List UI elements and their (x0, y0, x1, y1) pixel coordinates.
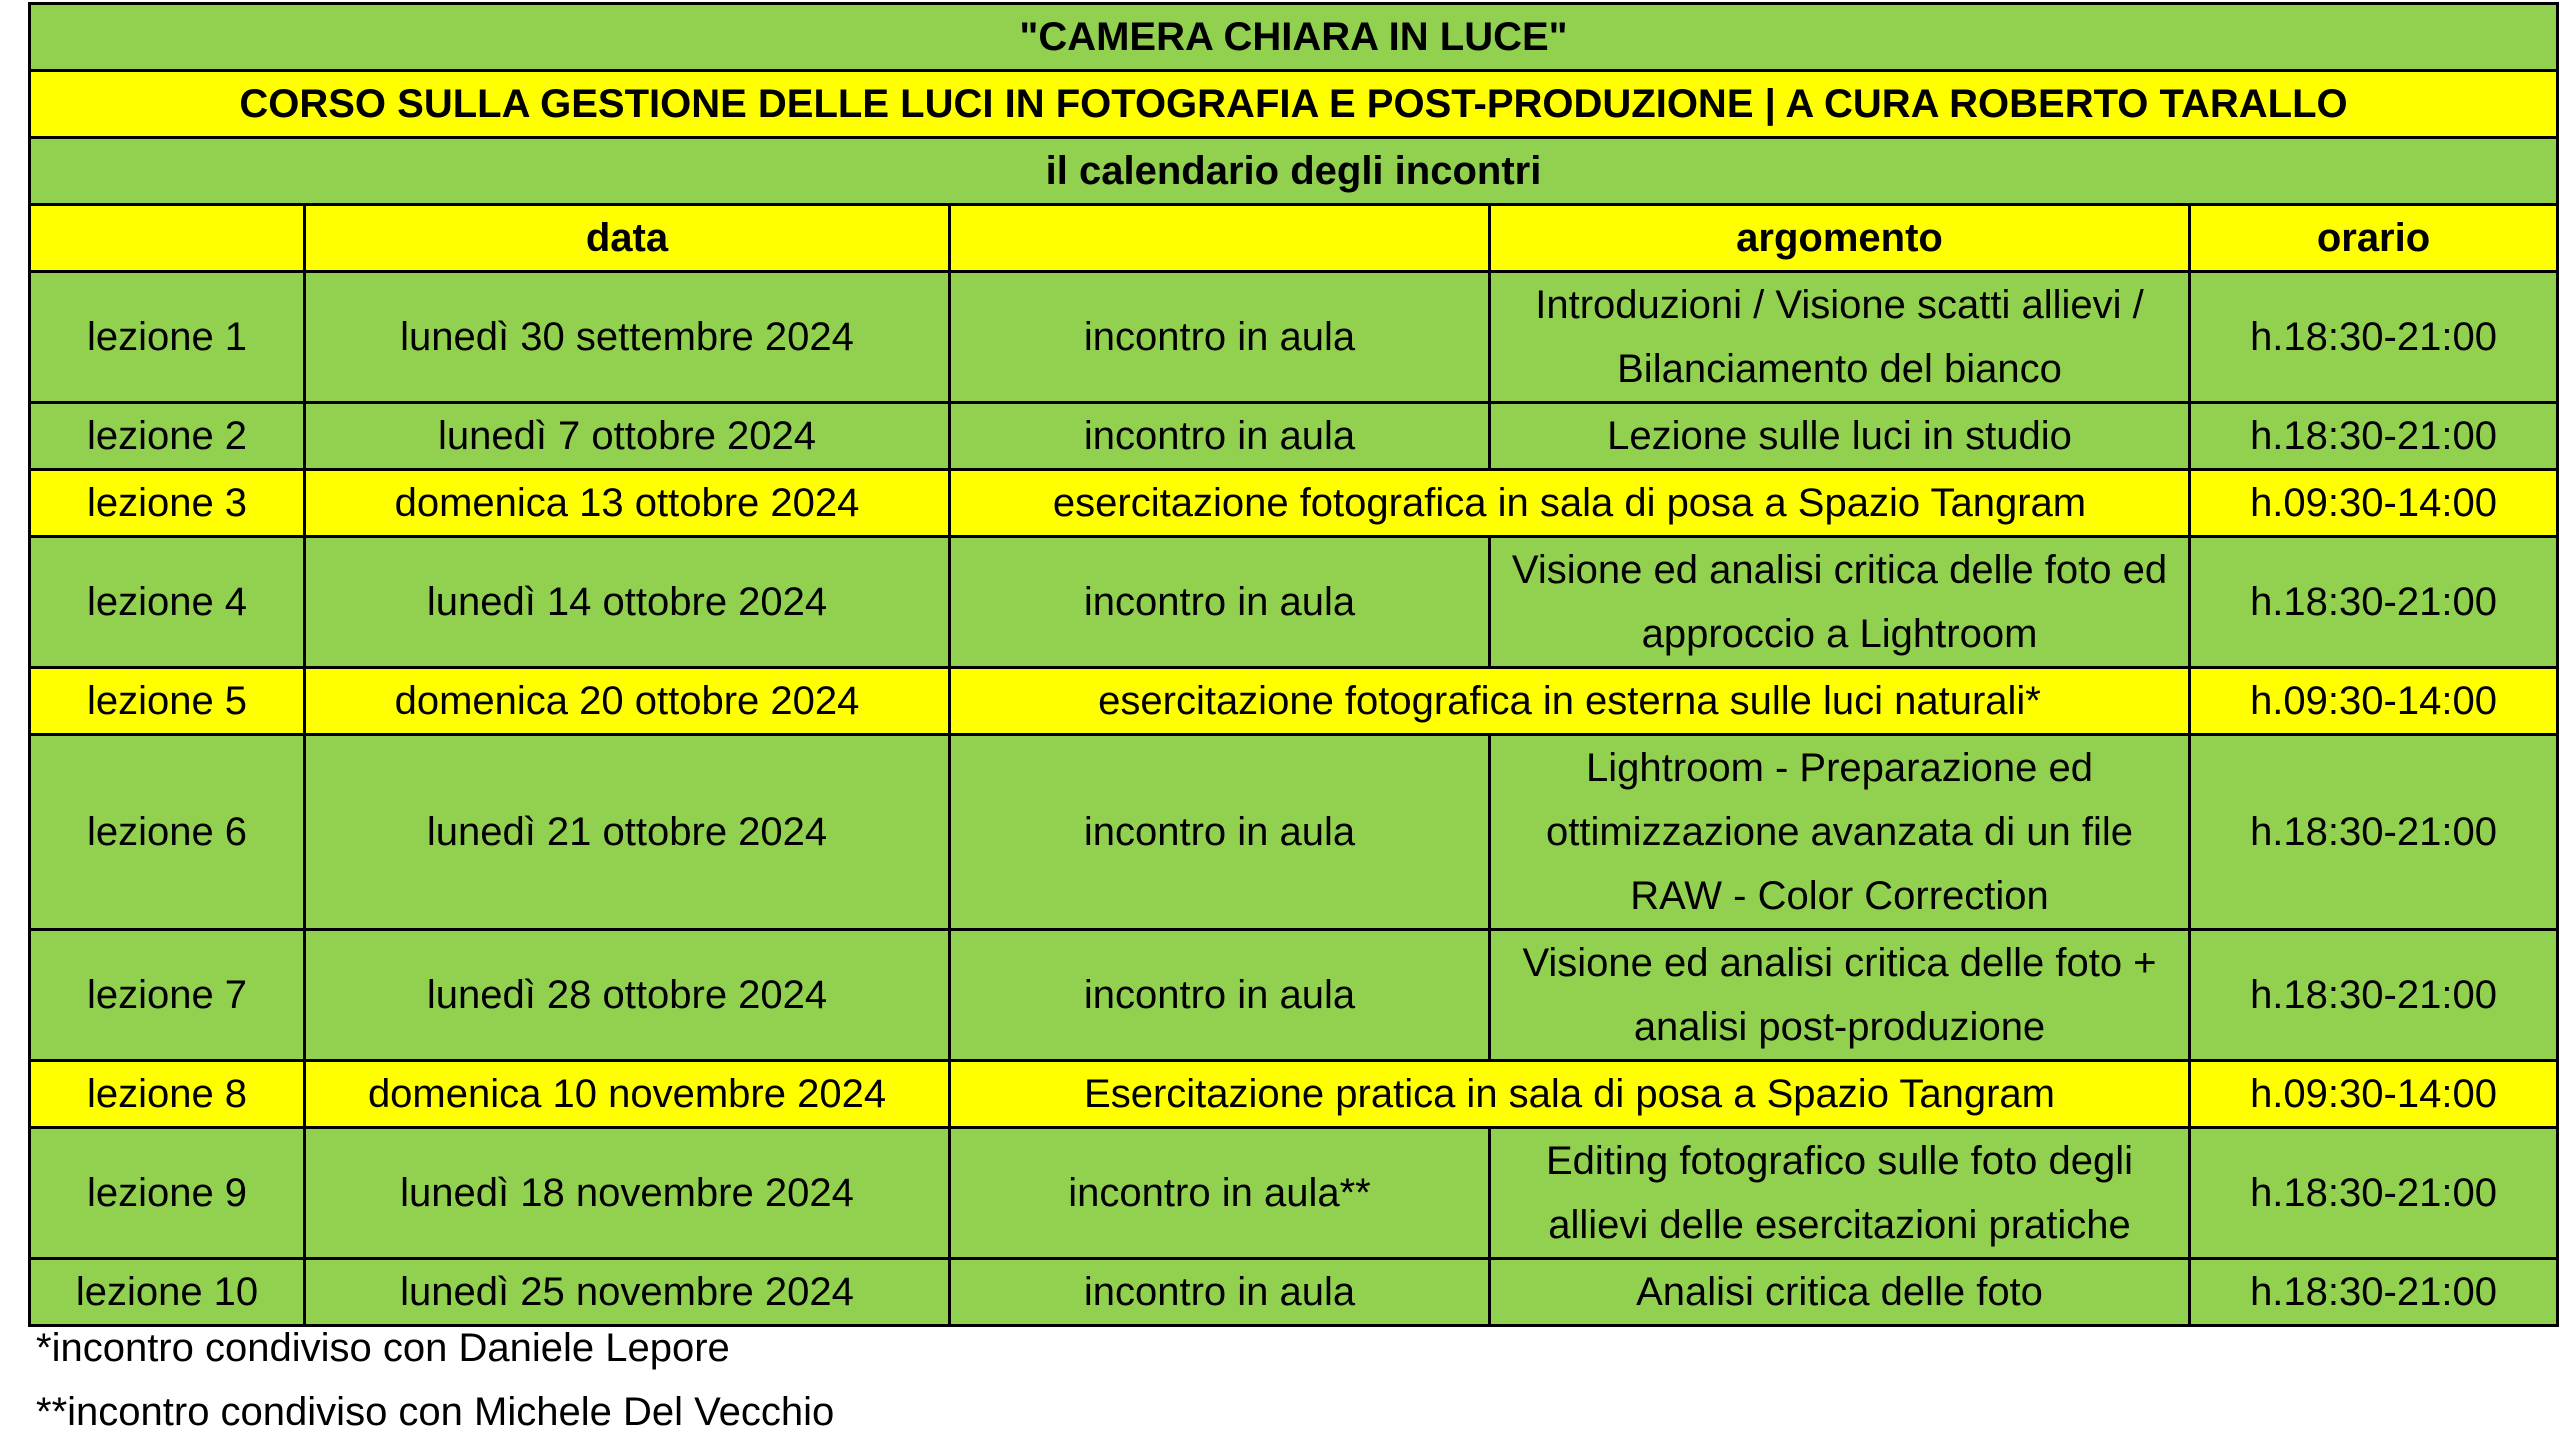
time-cell: h.18:30-21:00 (2190, 272, 2558, 403)
date-cell: lunedì 28 ottobre 2024 (305, 930, 950, 1061)
date-cell: lunedì 21 ottobre 2024 (305, 735, 950, 930)
lesson-cell: lezione 3 (30, 470, 305, 537)
activity-cell: Esercitazione pratica in sala di posa a Spazio Tangram (950, 1061, 2190, 1128)
time-cell: h.18:30-21:00 (2190, 1128, 2558, 1259)
table-row (30, 403, 2558, 470)
table-row (30, 537, 2558, 668)
lesson-cell: lezione 4 (30, 537, 305, 668)
date-cell: lunedì 25 novembre 2024 (305, 1259, 950, 1326)
table-row (30, 1061, 2558, 1128)
course-subtitle: CORSO SULLA GESTIONE DELLE LUCI IN FOTOGRAFIA E POST-PRODUZIONE | A CURA ROBERTO TARALLO (30, 71, 2558, 138)
lesson-cell: lezione 9 (30, 1128, 305, 1259)
type-cell: incontro in aula (950, 1259, 1490, 1326)
time-cell: h.18:30-21:00 (2190, 1259, 2558, 1326)
lesson-cell: lezione 1 (30, 272, 305, 403)
header-type (950, 205, 1490, 272)
table-row (30, 930, 2558, 1061)
date-cell: lunedì 18 novembre 2024 (305, 1128, 950, 1259)
column-header-row (30, 205, 2558, 272)
type-cell: incontro in aula (950, 272, 1490, 403)
table-row (30, 1128, 2558, 1259)
footnote-michele-del-vecchio: **incontro condiviso con Michele Del Vecchio (36, 1390, 835, 1434)
type-cell: incontro in aula (950, 403, 1490, 470)
lesson-cell: lezione 8 (30, 1061, 305, 1128)
date-cell: domenica 13 ottobre 2024 (305, 470, 950, 537)
type-cell: incontro in aula (950, 930, 1490, 1061)
time-cell: h.18:30-21:00 (2190, 403, 2558, 470)
date-cell: domenica 20 ottobre 2024 (305, 668, 950, 735)
topic-cell: Analisi critica delle foto (1490, 1259, 2190, 1326)
time-cell: h.18:30-21:00 (2190, 930, 2558, 1061)
activity-cell: esercitazione fotografica in esterna sulle luci naturali* (950, 668, 2190, 735)
lesson-cell: lezione 6 (30, 735, 305, 930)
calendar-heading: il calendario degli incontri (30, 138, 2558, 205)
topic-cell: Visione ed analisi critica delle foto + analisi post-produzione (1490, 930, 2190, 1061)
time-cell: h.09:30-14:00 (2190, 668, 2558, 735)
type-cell: incontro in aula (950, 735, 1490, 930)
date-cell: lunedì 14 ottobre 2024 (305, 537, 950, 668)
header-lesson (30, 205, 305, 272)
type-cell: incontro in aula (950, 537, 1490, 668)
calendar-table (28, 2, 2559, 1327)
lesson-cell: lezione 10 (30, 1259, 305, 1326)
table-row (30, 735, 2558, 930)
time-cell: h.18:30-21:00 (2190, 735, 2558, 930)
footnote-daniele-lepore: *incontro condiviso con Daniele Lepore (36, 1326, 730, 1370)
footnotes (36, 1316, 834, 1444)
lesson-cell: lezione 7 (30, 930, 305, 1061)
date-cell: lunedì 7 ottobre 2024 (305, 403, 950, 470)
course-title: "CAMERA CHIARA IN LUCE" (30, 4, 2558, 71)
header-time: orario (2190, 205, 2558, 272)
topic-cell: Introduzioni / Visione scatti allievi / Bilanciamento del bianco (1490, 272, 2190, 403)
activity-cell: esercitazione fotografica in sala di posa a Spazio Tangram (950, 470, 2190, 537)
table-row (30, 668, 2558, 735)
topic-cell: Editing fotografico sulle foto degli allievi delle esercitazioni pratiche (1490, 1128, 2190, 1259)
lesson-cell: lezione 5 (30, 668, 305, 735)
table-row (30, 272, 2558, 403)
table-row (30, 470, 2558, 537)
header-date: data (305, 205, 950, 272)
lesson-cell: lezione 2 (30, 403, 305, 470)
topic-cell: Visione ed analisi critica delle foto ed approccio a Lightroom (1490, 537, 2190, 668)
topic-cell: Lezione sulle luci in studio (1490, 403, 2190, 470)
header-topic: argomento (1490, 205, 2190, 272)
time-cell: h.09:30-14:00 (2190, 1061, 2558, 1128)
date-cell: lunedì 30 settembre 2024 (305, 272, 950, 403)
time-cell: h.09:30-14:00 (2190, 470, 2558, 537)
type-cell: incontro in aula** (950, 1128, 1490, 1259)
time-cell: h.18:30-21:00 (2190, 537, 2558, 668)
topic-cell: Lightroom - Preparazione ed ottimizzazione avanzata di un file RAW - Color Correction (1490, 735, 2190, 930)
date-cell: domenica 10 novembre 2024 (305, 1061, 950, 1128)
